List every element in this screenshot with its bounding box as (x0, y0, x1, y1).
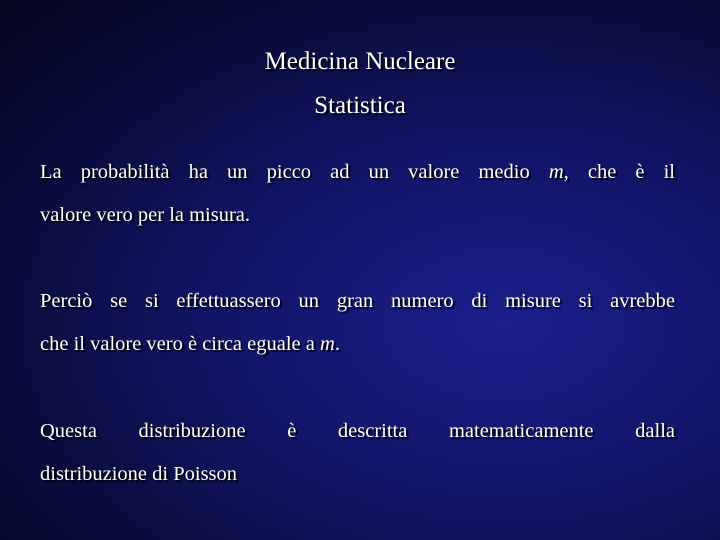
slide-title: Medicina Nucleare (264, 48, 456, 75)
paragraph-1 (40, 151, 675, 237)
paragraph-1-line-2: valore vero per la misura. (40, 204, 251, 226)
paragraph-2 (40, 280, 675, 366)
paragraph-2-line-2: che il valore vero è circa eguale a m. (40, 333, 340, 355)
paragraph-3-line-2: distribuzione di Poisson (40, 463, 238, 485)
paragraph-2-line-1: Perciò se si effettuassero un gran numero di misure si avrebbe (40, 290, 675, 312)
variable-m: m (548, 161, 564, 183)
paragraph-1-line-1: La probabilità ha un picco ad un valore medio m, che è il (40, 161, 675, 183)
slide-subtitle: Statistica (314, 92, 406, 119)
paragraph-3-line-1: Questa distribuzione è descritta matematicamente dalla (40, 420, 675, 442)
paragraph-3 (40, 410, 675, 496)
variable-m: m (320, 333, 335, 355)
